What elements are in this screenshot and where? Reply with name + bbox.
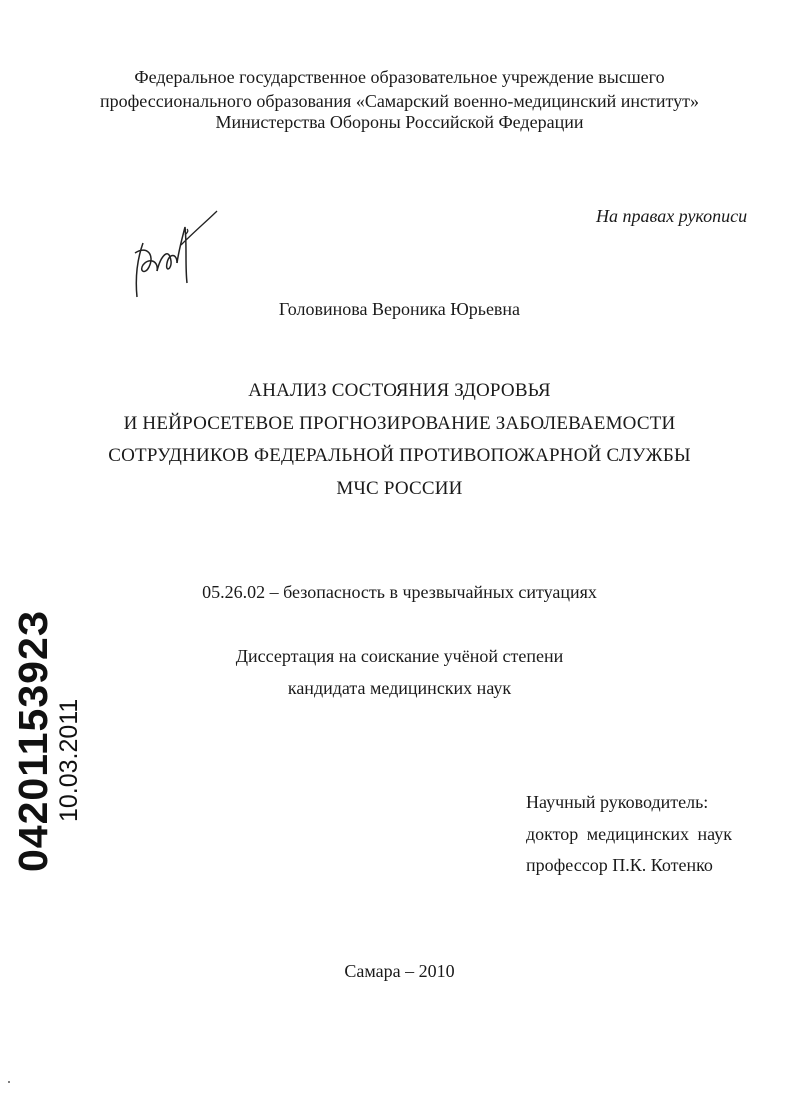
author-name: Головинова Вероника Юрьевна <box>278 299 521 319</box>
title-line-4: МЧС РОССИИ <box>336 478 463 499</box>
title-line-1: АНАЛИЗ СОСТОЯНИЯ ЗДОРОВЬЯ <box>248 380 551 401</box>
supervisor-label: Научный руководитель: <box>526 792 709 812</box>
supervisor-degree: доктор медицинских наук <box>526 824 732 844</box>
scan-speck <box>8 1081 10 1083</box>
rights-note: На правах рукописи <box>596 206 748 226</box>
institution-line-1: Федеральное государственное образовательное учреждение высшего <box>134 67 665 87</box>
city-year: Самара – 2010 <box>344 961 455 981</box>
institution-line-3: Министерства Обороны Российской Федерации <box>215 112 584 132</box>
supervisor-name: профессор П.К. Котенко <box>526 855 713 875</box>
title-line-2: И НЕЙРОСЕТЕВОЕ ПРОГНОЗИРОВАНИЕ ЗАБОЛЕВАЕМОСТИ <box>123 413 676 434</box>
institution-line-2: профессионального образования «Самарский военно-медицинский институт» <box>99 91 699 111</box>
library-stamp-number: 0420115392З <box>10 609 56 872</box>
title-line-3: СОТРУДНИКОВ ФЕДЕРАЛЬНОЙ ПРОТИВОПОЖАРНОЙ СЛУЖБЫ <box>108 445 691 466</box>
specialty-code: 05.26.02 – безопасность в чрезвычайных ситуациях <box>202 582 597 602</box>
signature-image <box>125 205 225 305</box>
degree-line-2: кандидата медицинских наук <box>287 678 512 698</box>
library-stamp-date: 10.03.2011 <box>55 698 83 822</box>
degree-line-1: Диссертация на соискание учёной степени <box>235 646 564 666</box>
